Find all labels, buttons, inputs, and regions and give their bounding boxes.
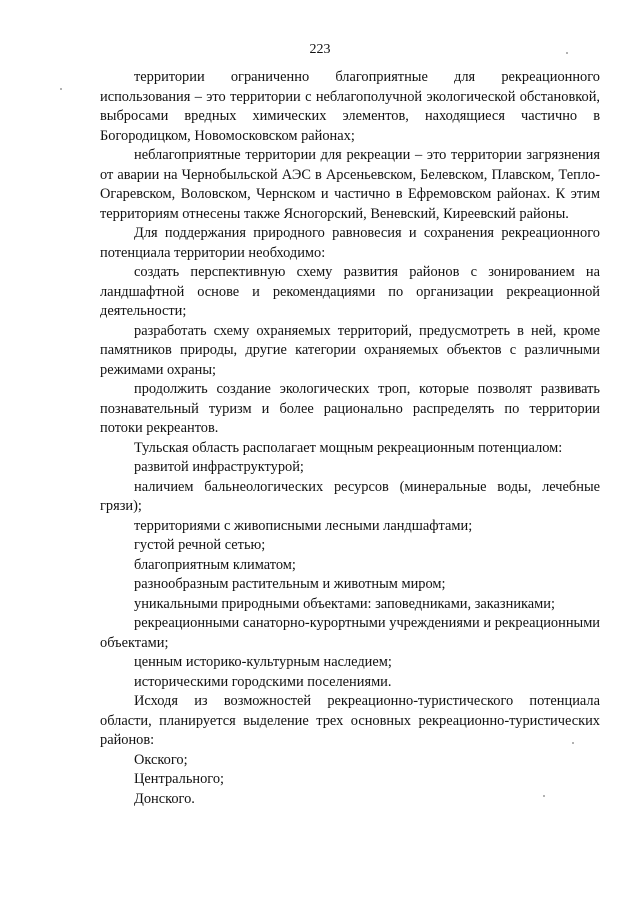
paragraph: Тульская область располагает мощным рекреационным потенциалом:: [134, 439, 563, 456]
paragraph: продолжить создание экологических троп, которые позволят развивать познавательный туризм и более рационально распределять по территории потоки рекреантов.: [100, 381, 600, 436]
paragraph: Исходя из возможностей рекреационно-туристического потенциала области, планируется выделение трех основных рекреационно-туристических районов:: [100, 693, 600, 748]
scan-speck: [572, 742, 574, 744]
list-item: уникальными природными объектами: заповедниками, заказниками;: [134, 595, 555, 612]
paragraph: создать перспективную схему развития районов с зонированием на ландшафтной основе и рекомендациями по организации рекреационной деятельности;: [100, 264, 600, 319]
paragraph: неблагоприятные территории для рекреации – это территории загрязнения от аварии на Чернобыльской АЭС в Арсеньевском, Белевском, Плавском, Тепло-Огаревском, Воловском, Чернском и частично в Ефремовском районах. К этим территориям отнесены также Ясногорский, Веневский, Киреевский районы.: [100, 147, 600, 222]
list-item: Окского;: [134, 751, 188, 768]
list-item: Центрального;: [134, 771, 225, 787]
scan-speck: [60, 88, 62, 90]
paragraph: разработать схему охраняемых территорий, предусмотреть в ней, кроме памятников природы, другие категории охраняемых объектов с различными режимами охраны;: [100, 322, 600, 378]
paragraph: территории ограниченно благоприятные для рекреационного использования – это территории с неблагополучной экологической обстановкой, выбросами вредных химических элементов, находящиеся частично в Богородицком, Новомосковском районах;: [100, 69, 600, 144]
page-number: 223: [309, 42, 331, 57]
list-item: густой речной сетью;: [134, 537, 266, 553]
list-item: историческими городскими поселениями.: [134, 673, 392, 690]
scan-speck: [566, 52, 568, 54]
list-item: рекреационными санаторно-курортными учреждениями и рекреационными объектами;: [100, 615, 600, 651]
document-body: [100, 68, 600, 809]
list-item: наличием бальнеологических ресурсов (минеральные воды, лечебные грязи);: [100, 478, 600, 514]
list-item: Донского.: [134, 790, 195, 807]
paragraph: Для поддержания природного равновесия и сохранения рекреационного потенциала территории необходимо:: [100, 225, 600, 261]
list-item: территориями с живописными лесными ландшафтами;: [134, 517, 473, 534]
list-item: благоприятным климатом;: [134, 556, 296, 573]
scan-speck: [543, 795, 545, 797]
list-item: разнообразным растительным и животным миром;: [134, 576, 446, 592]
list-item: развитой инфраструктурой;: [134, 459, 304, 475]
list-item: ценным историко-культурным наследием;: [134, 654, 392, 670]
